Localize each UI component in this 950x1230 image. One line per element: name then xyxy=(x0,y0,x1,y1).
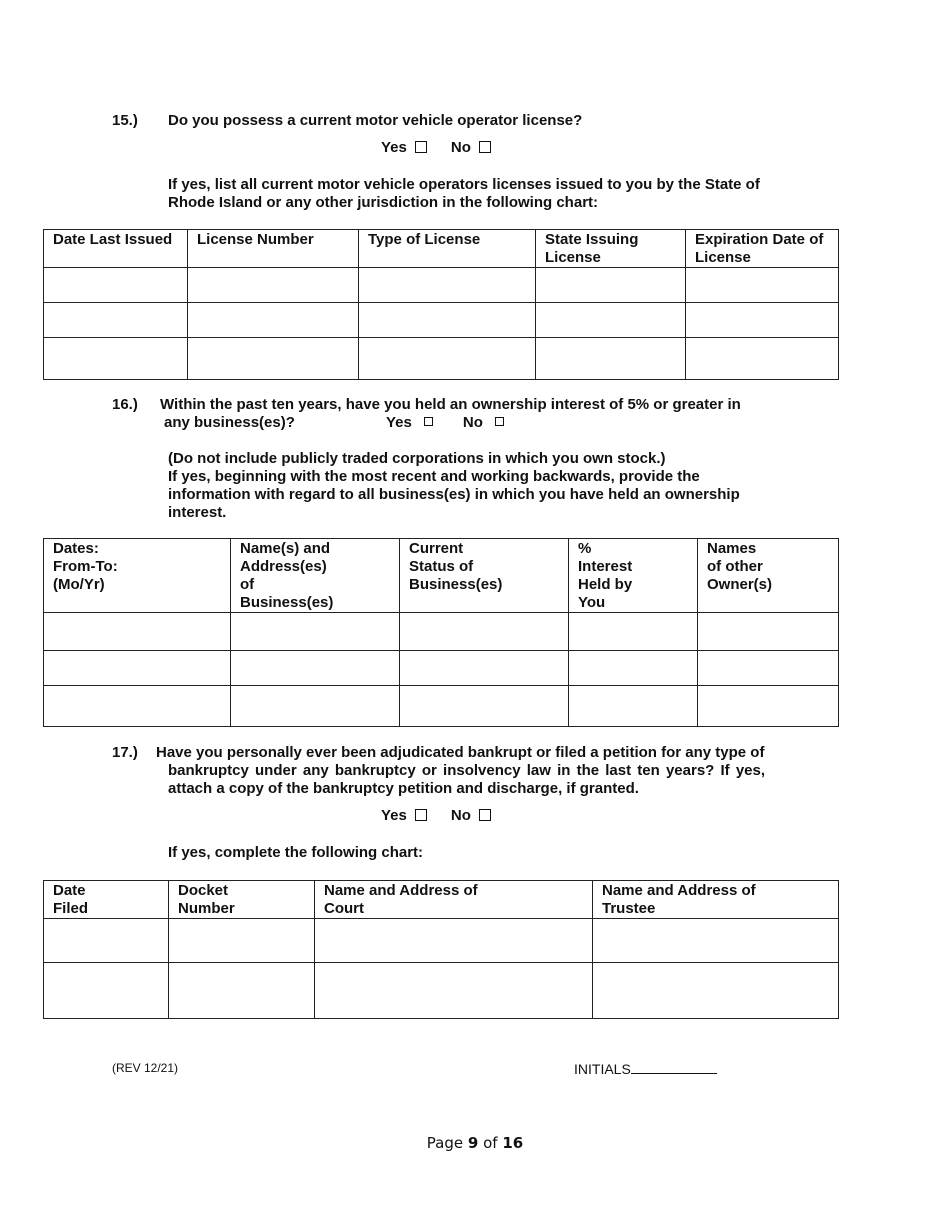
business-table xyxy=(43,538,839,727)
bankruptcy-col-header: Name and Address of Court xyxy=(315,881,593,919)
q16-no-checkbox[interactable] xyxy=(495,417,504,426)
q16-instruction xyxy=(168,450,740,522)
q15-instruction-line1: If yes, list all current motor vehicle operators licenses issued to you by the State of xyxy=(168,176,760,193)
page-current: 9 xyxy=(467,1134,479,1152)
table-cell-input[interactable] xyxy=(188,268,359,303)
table-cell-input[interactable] xyxy=(359,303,536,338)
table-cell-input[interactable] xyxy=(536,338,686,380)
table-cell-input[interactable] xyxy=(686,303,839,338)
page-prefix: Page xyxy=(426,1134,464,1152)
table-cell-input[interactable] xyxy=(698,686,839,727)
page-total: 16 xyxy=(502,1134,524,1152)
q16-yes-checkbox[interactable] xyxy=(424,417,433,426)
q17-question-line1: Have you personally ever been adjudicated bankrupt or filed a petition for any type of xyxy=(156,744,765,761)
table-cell-input[interactable] xyxy=(569,651,698,686)
bankruptcy-table xyxy=(43,880,839,1019)
table-cell-input[interactable] xyxy=(169,919,315,963)
q16-yes-label: Yes xyxy=(386,414,412,431)
table-cell-input[interactable] xyxy=(231,613,400,651)
page-of: of xyxy=(483,1134,498,1152)
table-row xyxy=(44,686,839,727)
table-cell-input[interactable] xyxy=(698,613,839,651)
table-cell-input[interactable] xyxy=(188,338,359,380)
business-col-header: Names of other Owner(s) xyxy=(698,539,839,613)
table-row xyxy=(44,613,839,651)
q17-yes-no xyxy=(381,807,515,824)
initials-line[interactable] xyxy=(631,1059,717,1074)
q16-instruction-line3: information with regard to all business(es) in which you have held an ownership xyxy=(168,486,740,503)
table-cell-input[interactable] xyxy=(593,963,839,1019)
bankruptcy-col-header: Date Filed xyxy=(44,881,169,919)
q17-no-label: No xyxy=(450,807,471,824)
q16-number: 16.) xyxy=(112,396,138,413)
table-cell-input[interactable] xyxy=(593,919,839,963)
table-cell-input[interactable] xyxy=(188,303,359,338)
table-cell-input[interactable] xyxy=(44,651,231,686)
table-cell-input[interactable] xyxy=(315,963,593,1019)
initials-field[interactable] xyxy=(574,1059,717,1077)
q16-instruction-line2: If yes, beginning with the most recent and working backwards, provide the xyxy=(168,468,700,485)
business-col-header: % Interest Held by You xyxy=(569,539,698,613)
q17-question-line3: attach a copy of the bankruptcy petition and discharge, if granted. xyxy=(168,780,639,797)
table-row xyxy=(44,963,839,1019)
table-row xyxy=(44,303,839,338)
q15-yes-no xyxy=(381,139,515,156)
table-cell-input[interactable] xyxy=(359,338,536,380)
q16-no-label: No xyxy=(462,414,483,431)
license-col-header: License Number xyxy=(188,230,359,268)
q17-question-line2: bankruptcy under any bankruptcy or insolvency law in the last ten years? If yes, xyxy=(168,762,766,779)
table-cell-input[interactable] xyxy=(686,268,839,303)
table-row xyxy=(44,651,839,686)
table-cell-input[interactable] xyxy=(400,613,569,651)
table-cell-input[interactable] xyxy=(315,919,593,963)
q16-question-line1: Within the past ten years, have you held an ownership interest of 5% or greater in xyxy=(160,396,741,413)
table-row xyxy=(44,268,839,303)
q15-question: Do you possess a current motor vehicle operator license? xyxy=(168,112,583,129)
q17-instruction: If yes, complete the following chart: xyxy=(168,844,424,861)
q16-question-line2: any business(es)? xyxy=(164,414,295,431)
table-cell-input[interactable] xyxy=(536,268,686,303)
business-col-header: Current Status of Business(es) xyxy=(400,539,569,613)
business-col-header: Dates: From-To: (Mo/Yr) xyxy=(44,539,231,613)
bankruptcy-col-header: Name and Address of Trustee xyxy=(593,881,839,919)
table-cell-input[interactable] xyxy=(44,613,231,651)
initials-label: INITIALS xyxy=(574,1061,631,1077)
license-col-header: Date Last Issued xyxy=(44,230,188,268)
table-cell-input[interactable] xyxy=(359,268,536,303)
table-cell-input[interactable] xyxy=(44,686,231,727)
bankruptcy-table-header xyxy=(44,881,839,919)
q16-instruction-line4: interest. xyxy=(168,504,227,521)
q15-no-label: No xyxy=(450,139,471,156)
table-cell-input[interactable] xyxy=(44,268,188,303)
table-cell-input[interactable] xyxy=(231,651,400,686)
q15-instruction-line2: Rhode Island or any other jurisdiction in the following chart: xyxy=(168,194,599,211)
table-cell-input[interactable] xyxy=(44,919,169,963)
license-col-header: State Issuing License xyxy=(536,230,686,268)
table-cell-input[interactable] xyxy=(44,338,188,380)
q15-yes-checkbox[interactable] xyxy=(415,141,427,153)
q15-number: 15.) xyxy=(112,112,138,129)
table-cell-input[interactable] xyxy=(698,651,839,686)
bankruptcy-col-header: Docket Number xyxy=(169,881,315,919)
table-row xyxy=(44,919,839,963)
table-cell-input[interactable] xyxy=(686,338,839,380)
q15-instruction xyxy=(168,176,760,212)
q15-no-checkbox[interactable] xyxy=(479,141,491,153)
table-cell-input[interactable] xyxy=(536,303,686,338)
table-cell-input[interactable] xyxy=(44,303,188,338)
q15-yes-label: Yes xyxy=(381,139,407,156)
license-table-header xyxy=(44,230,839,268)
table-cell-input[interactable] xyxy=(231,686,400,727)
q17-yes-label: Yes xyxy=(381,807,407,824)
table-cell-input[interactable] xyxy=(169,963,315,1019)
q16-instruction-line1: (Do not include publicly traded corporations in which you own stock.) xyxy=(168,450,666,467)
table-row xyxy=(44,338,839,380)
q17-yes-checkbox[interactable] xyxy=(415,809,427,821)
table-cell-input[interactable] xyxy=(569,686,698,727)
table-cell-input[interactable] xyxy=(44,963,169,1019)
business-col-header: Name(s) and Address(es) of Business(es) xyxy=(231,539,400,613)
license-table xyxy=(43,229,839,380)
license-col-header: Type of License xyxy=(359,230,536,268)
revision-label: (REV 12/21) xyxy=(112,1061,179,1075)
q16-yes-no xyxy=(386,414,534,431)
q17-no-checkbox[interactable] xyxy=(479,809,491,821)
q17-number: 17.) xyxy=(112,744,138,761)
license-col-header: Expiration Date of License xyxy=(686,230,839,268)
page-number xyxy=(0,1134,950,1152)
table-cell-input[interactable] xyxy=(569,613,698,651)
business-table-header xyxy=(44,539,839,613)
table-cell-input[interactable] xyxy=(400,651,569,686)
table-cell-input[interactable] xyxy=(400,686,569,727)
